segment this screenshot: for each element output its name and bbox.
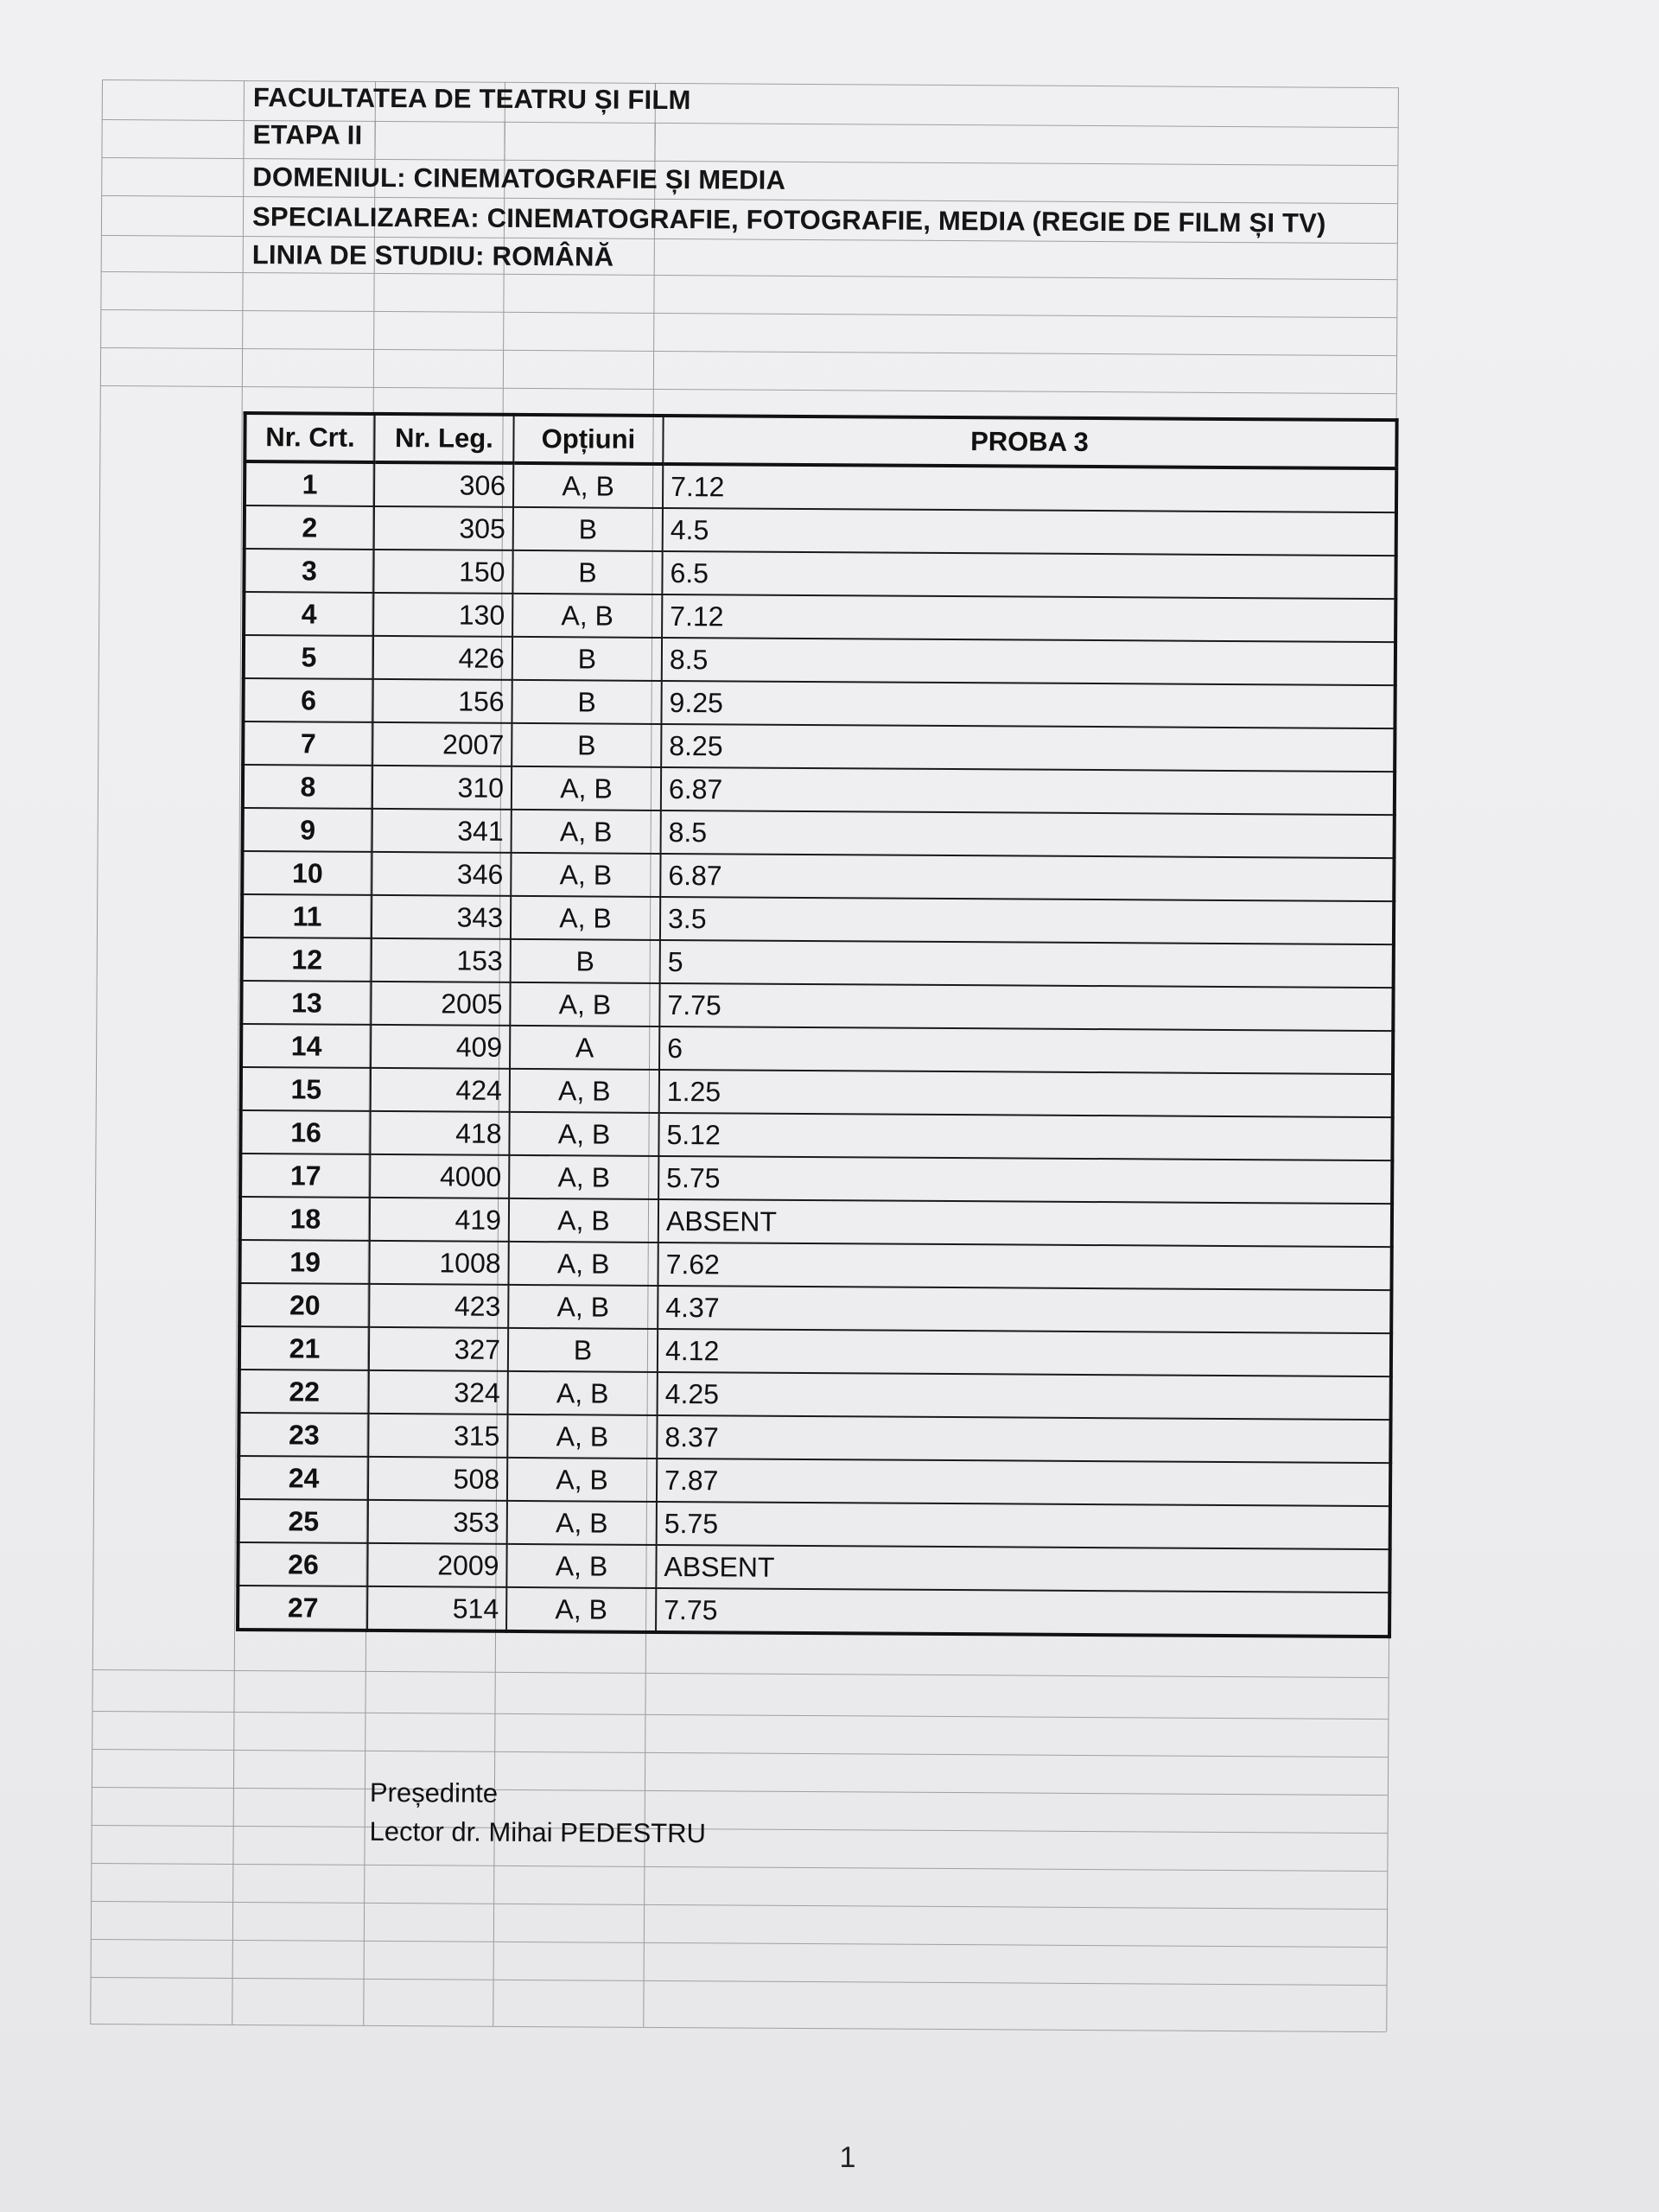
cell-nr-leg: 343: [372, 895, 511, 939]
grid-row-line: [92, 1825, 1388, 1834]
grid-row-line: [100, 347, 1396, 356]
page-number: 1: [839, 2141, 856, 2174]
cell-nr-crt: 4: [244, 592, 373, 636]
table-row: [243, 765, 1395, 815]
cell-proba-3: 6.5: [662, 551, 1395, 599]
signature-role: Președinte: [369, 1777, 499, 1808]
cell-nr-crt: 25: [238, 1499, 368, 1543]
grid-row-line: [91, 1901, 1387, 1910]
cell-nr-leg: 423: [369, 1284, 508, 1328]
cell-proba-3: 5.75: [658, 1156, 1392, 1204]
signature-name: Lector dr. Mihai PEDESTRU: [369, 1815, 707, 1849]
cell-nr-leg: 327: [369, 1327, 508, 1371]
grid-column-line: [90, 79, 103, 2024]
table-header-row: [245, 413, 1396, 468]
table-row: [241, 1067, 1393, 1117]
cell-optiuni: A, B: [512, 810, 661, 854]
cell-nr-crt: 3: [244, 549, 373, 593]
cell-optiuni: A, B: [513, 463, 663, 508]
cell-nr-crt: 20: [239, 1283, 369, 1327]
table-row: [244, 635, 1395, 685]
grid-row-line: [92, 1669, 1389, 1678]
cell-nr-crt: 7: [243, 721, 372, 766]
cell-optiuni: A, B: [510, 1069, 659, 1113]
cell-nr-leg: 341: [372, 809, 512, 853]
cell-nr-leg: 2005: [371, 982, 510, 1026]
cell-nr-crt: 16: [240, 1110, 370, 1154]
table-row: [243, 721, 1395, 772]
grid-row-line: [92, 1787, 1388, 1796]
cell-optiuni: A, B: [506, 1544, 656, 1588]
table-row: [238, 1456, 1390, 1506]
table-row: [243, 678, 1395, 728]
cell-optiuni: A, B: [507, 1414, 657, 1459]
cell-nr-leg: 514: [367, 1586, 506, 1631]
column-header-optiuni: Opțiuni: [513, 415, 663, 464]
table-row: [242, 894, 1394, 944]
cell-nr-crt: 9: [243, 808, 372, 852]
cell-optiuni: A, B: [512, 594, 662, 638]
table-row: [239, 1370, 1391, 1420]
grid-row-line: [92, 1749, 1388, 1758]
cell-nr-leg: 305: [374, 506, 513, 550]
cell-proba-3: 8.5: [662, 638, 1395, 685]
cell-proba-3: 6.87: [660, 854, 1394, 901]
cell-nr-crt: 15: [241, 1067, 371, 1111]
cell-optiuni: A, B: [506, 1587, 656, 1632]
cell-nr-leg: 409: [371, 1025, 510, 1069]
cell-proba-3: 8.5: [661, 810, 1395, 858]
cell-optiuni: B: [511, 939, 660, 983]
etapa-cell-divider: [504, 122, 505, 160]
table-row: [243, 808, 1395, 858]
cell-optiuni: A, B: [512, 766, 661, 810]
results-table: [236, 411, 1399, 1638]
cell-proba-3: ABSENT: [656, 1545, 1389, 1592]
cell-optiuni: A, B: [508, 1285, 658, 1329]
cell-nr-crt: 8: [243, 765, 372, 809]
cell-nr-leg: 2007: [372, 722, 512, 766]
cell-nr-crt: 19: [239, 1240, 369, 1284]
cell-nr-crt: 26: [238, 1542, 367, 1586]
column-header-proba-3: PROBA 3: [663, 416, 1396, 468]
cell-nr-crt: 11: [242, 894, 372, 938]
cell-nr-leg: 156: [372, 679, 512, 723]
cell-proba-3: 8.25: [661, 724, 1395, 772]
cell-nr-leg: 306: [374, 462, 513, 507]
cell-nr-crt: 1: [245, 461, 374, 506]
table-row: [244, 592, 1395, 642]
table-row: [239, 1283, 1391, 1333]
table-row: [241, 981, 1393, 1031]
cell-nr-leg: 315: [368, 1414, 507, 1458]
cell-nr-crt: 12: [242, 938, 372, 982]
cell-nr-crt: 22: [239, 1370, 369, 1414]
cell-optiuni: A, B: [511, 853, 660, 897]
table-row: [238, 1413, 1390, 1463]
cell-nr-crt: 6: [243, 678, 372, 722]
grid-row-line: [91, 1977, 1387, 1986]
cell-optiuni: B: [512, 723, 661, 767]
etapa-cell-divider: [654, 123, 656, 161]
cell-nr-leg: 1008: [369, 1241, 508, 1285]
cell-optiuni: A, B: [509, 1112, 658, 1156]
table-row: [238, 1586, 1389, 1637]
cell-nr-crt: 24: [238, 1456, 368, 1500]
cell-nr-leg: 153: [372, 938, 511, 982]
cell-proba-3: 1.25: [659, 1070, 1393, 1117]
table-row: [238, 1542, 1389, 1592]
cell-proba-3: 6.87: [661, 767, 1395, 815]
grid-row-line: [92, 1711, 1388, 1719]
cell-nr-leg: 419: [370, 1198, 509, 1242]
cell-optiuni: B: [512, 680, 661, 724]
table-row: [240, 1154, 1392, 1204]
stage-heading: ETAPA II: [252, 119, 363, 150]
table-row: [242, 938, 1394, 988]
cell-nr-leg: 324: [369, 1370, 508, 1414]
table-row: [244, 549, 1395, 599]
cell-proba-3: 6: [659, 1027, 1393, 1074]
cell-nr-crt: 17: [240, 1154, 370, 1198]
cell-proba-3: 3.5: [660, 897, 1394, 944]
cell-proba-3: 5.75: [657, 1502, 1390, 1549]
grid-row-line: [101, 271, 1397, 280]
cell-optiuni: A, B: [509, 1198, 658, 1243]
cell-optiuni: A, B: [507, 1458, 657, 1502]
column-header-nr-leg: Nr. Leg.: [374, 414, 513, 463]
cell-nr-crt: 5: [244, 635, 373, 679]
cell-proba-3: 4.5: [663, 508, 1396, 556]
table-row: [240, 1197, 1392, 1247]
cell-nr-leg: 508: [368, 1457, 507, 1501]
cell-proba-3: 4.37: [658, 1286, 1391, 1333]
grid-row-line: [91, 1939, 1387, 1948]
cell-proba-3: 8.37: [657, 1415, 1390, 1463]
table-row: [245, 461, 1396, 512]
cell-optiuni: A, B: [508, 1371, 658, 1415]
table-row: [245, 505, 1396, 556]
cell-nr-leg: 424: [371, 1068, 510, 1112]
grid-row-line: [91, 1863, 1387, 1872]
cell-nr-leg: 353: [368, 1500, 507, 1544]
cell-nr-leg: 310: [372, 766, 512, 810]
grid-row-line: [100, 385, 1396, 394]
cell-proba-3: ABSENT: [658, 1199, 1392, 1247]
table-row: [242, 851, 1394, 901]
column-header-nr-crt: Nr. Crt.: [245, 413, 374, 462]
cell-proba-3: 7.12: [663, 464, 1396, 512]
cell-proba-3: 5.12: [658, 1113, 1392, 1160]
cell-optiuni: A, B: [507, 1501, 657, 1545]
table-row: [241, 1024, 1393, 1074]
cell-proba-3: 7.75: [656, 1588, 1389, 1637]
table-row: [239, 1240, 1391, 1290]
cell-nr-crt: 23: [238, 1413, 368, 1457]
cell-optiuni: A, B: [509, 1155, 658, 1199]
cell-nr-crt: 21: [239, 1326, 369, 1370]
cell-proba-3: 9.25: [661, 681, 1395, 728]
cell-nr-leg: 2009: [367, 1543, 506, 1587]
cell-proba-3: 7.75: [659, 983, 1393, 1031]
table-row: [238, 1499, 1390, 1549]
cell-nr-crt: 14: [241, 1024, 371, 1068]
cell-proba-3: 7.12: [662, 594, 1395, 642]
grid-row-line: [100, 309, 1396, 318]
cell-nr-leg: 426: [373, 636, 512, 680]
cell-proba-3: 7.87: [657, 1459, 1390, 1506]
cell-nr-leg: 346: [372, 852, 511, 896]
grid-row-line: [90, 2024, 1386, 2032]
cell-proba-3: 5: [660, 940, 1394, 988]
cell-proba-3: 4.12: [658, 1329, 1391, 1376]
cell-nr-leg: 130: [373, 593, 512, 637]
cell-nr-crt: 2: [245, 505, 374, 550]
cell-optiuni: A, B: [510, 982, 659, 1027]
domain-heading: DOMENIUL: CINEMATOGRAFIE ȘI MEDIA: [252, 162, 786, 195]
faculty-heading: FACULTATEA DE TEATRU ȘI FILM: [252, 82, 691, 116]
cell-nr-crt: 13: [241, 981, 371, 1025]
cell-proba-3: 4.25: [658, 1372, 1391, 1420]
cell-optiuni: B: [513, 507, 663, 551]
cell-optiuni: B: [512, 550, 662, 594]
cell-nr-crt: 27: [238, 1586, 367, 1630]
table-row: [239, 1326, 1391, 1376]
etapa-cell-divider: [374, 121, 376, 159]
cell-optiuni: A, B: [508, 1242, 658, 1286]
cell-optiuni: A, B: [511, 896, 660, 940]
cell-optiuni: A: [510, 1026, 659, 1070]
cell-nr-leg: 4000: [370, 1154, 509, 1198]
cell-optiuni: B: [512, 637, 662, 681]
cell-nr-crt: 10: [242, 851, 372, 895]
cell-nr-leg: 418: [370, 1111, 509, 1155]
cell-proba-3: 7.62: [658, 1243, 1391, 1290]
cell-nr-crt: 18: [240, 1197, 370, 1241]
cell-optiuni: B: [508, 1328, 658, 1372]
table-body: [238, 461, 1396, 1637]
study-line-heading: LINIA DE STUDIU: ROMÂNĂ: [251, 239, 614, 272]
table-row: [240, 1110, 1392, 1160]
spreadsheet-printout: [90, 79, 1398, 2031]
specialization-heading: SPECIALIZAREA: CINEMATOGRAFIE, FOTOGRAFIE, MEDIA (REGIE DE FILM ȘI TV): [251, 201, 1326, 238]
cell-nr-leg: 150: [373, 550, 512, 594]
